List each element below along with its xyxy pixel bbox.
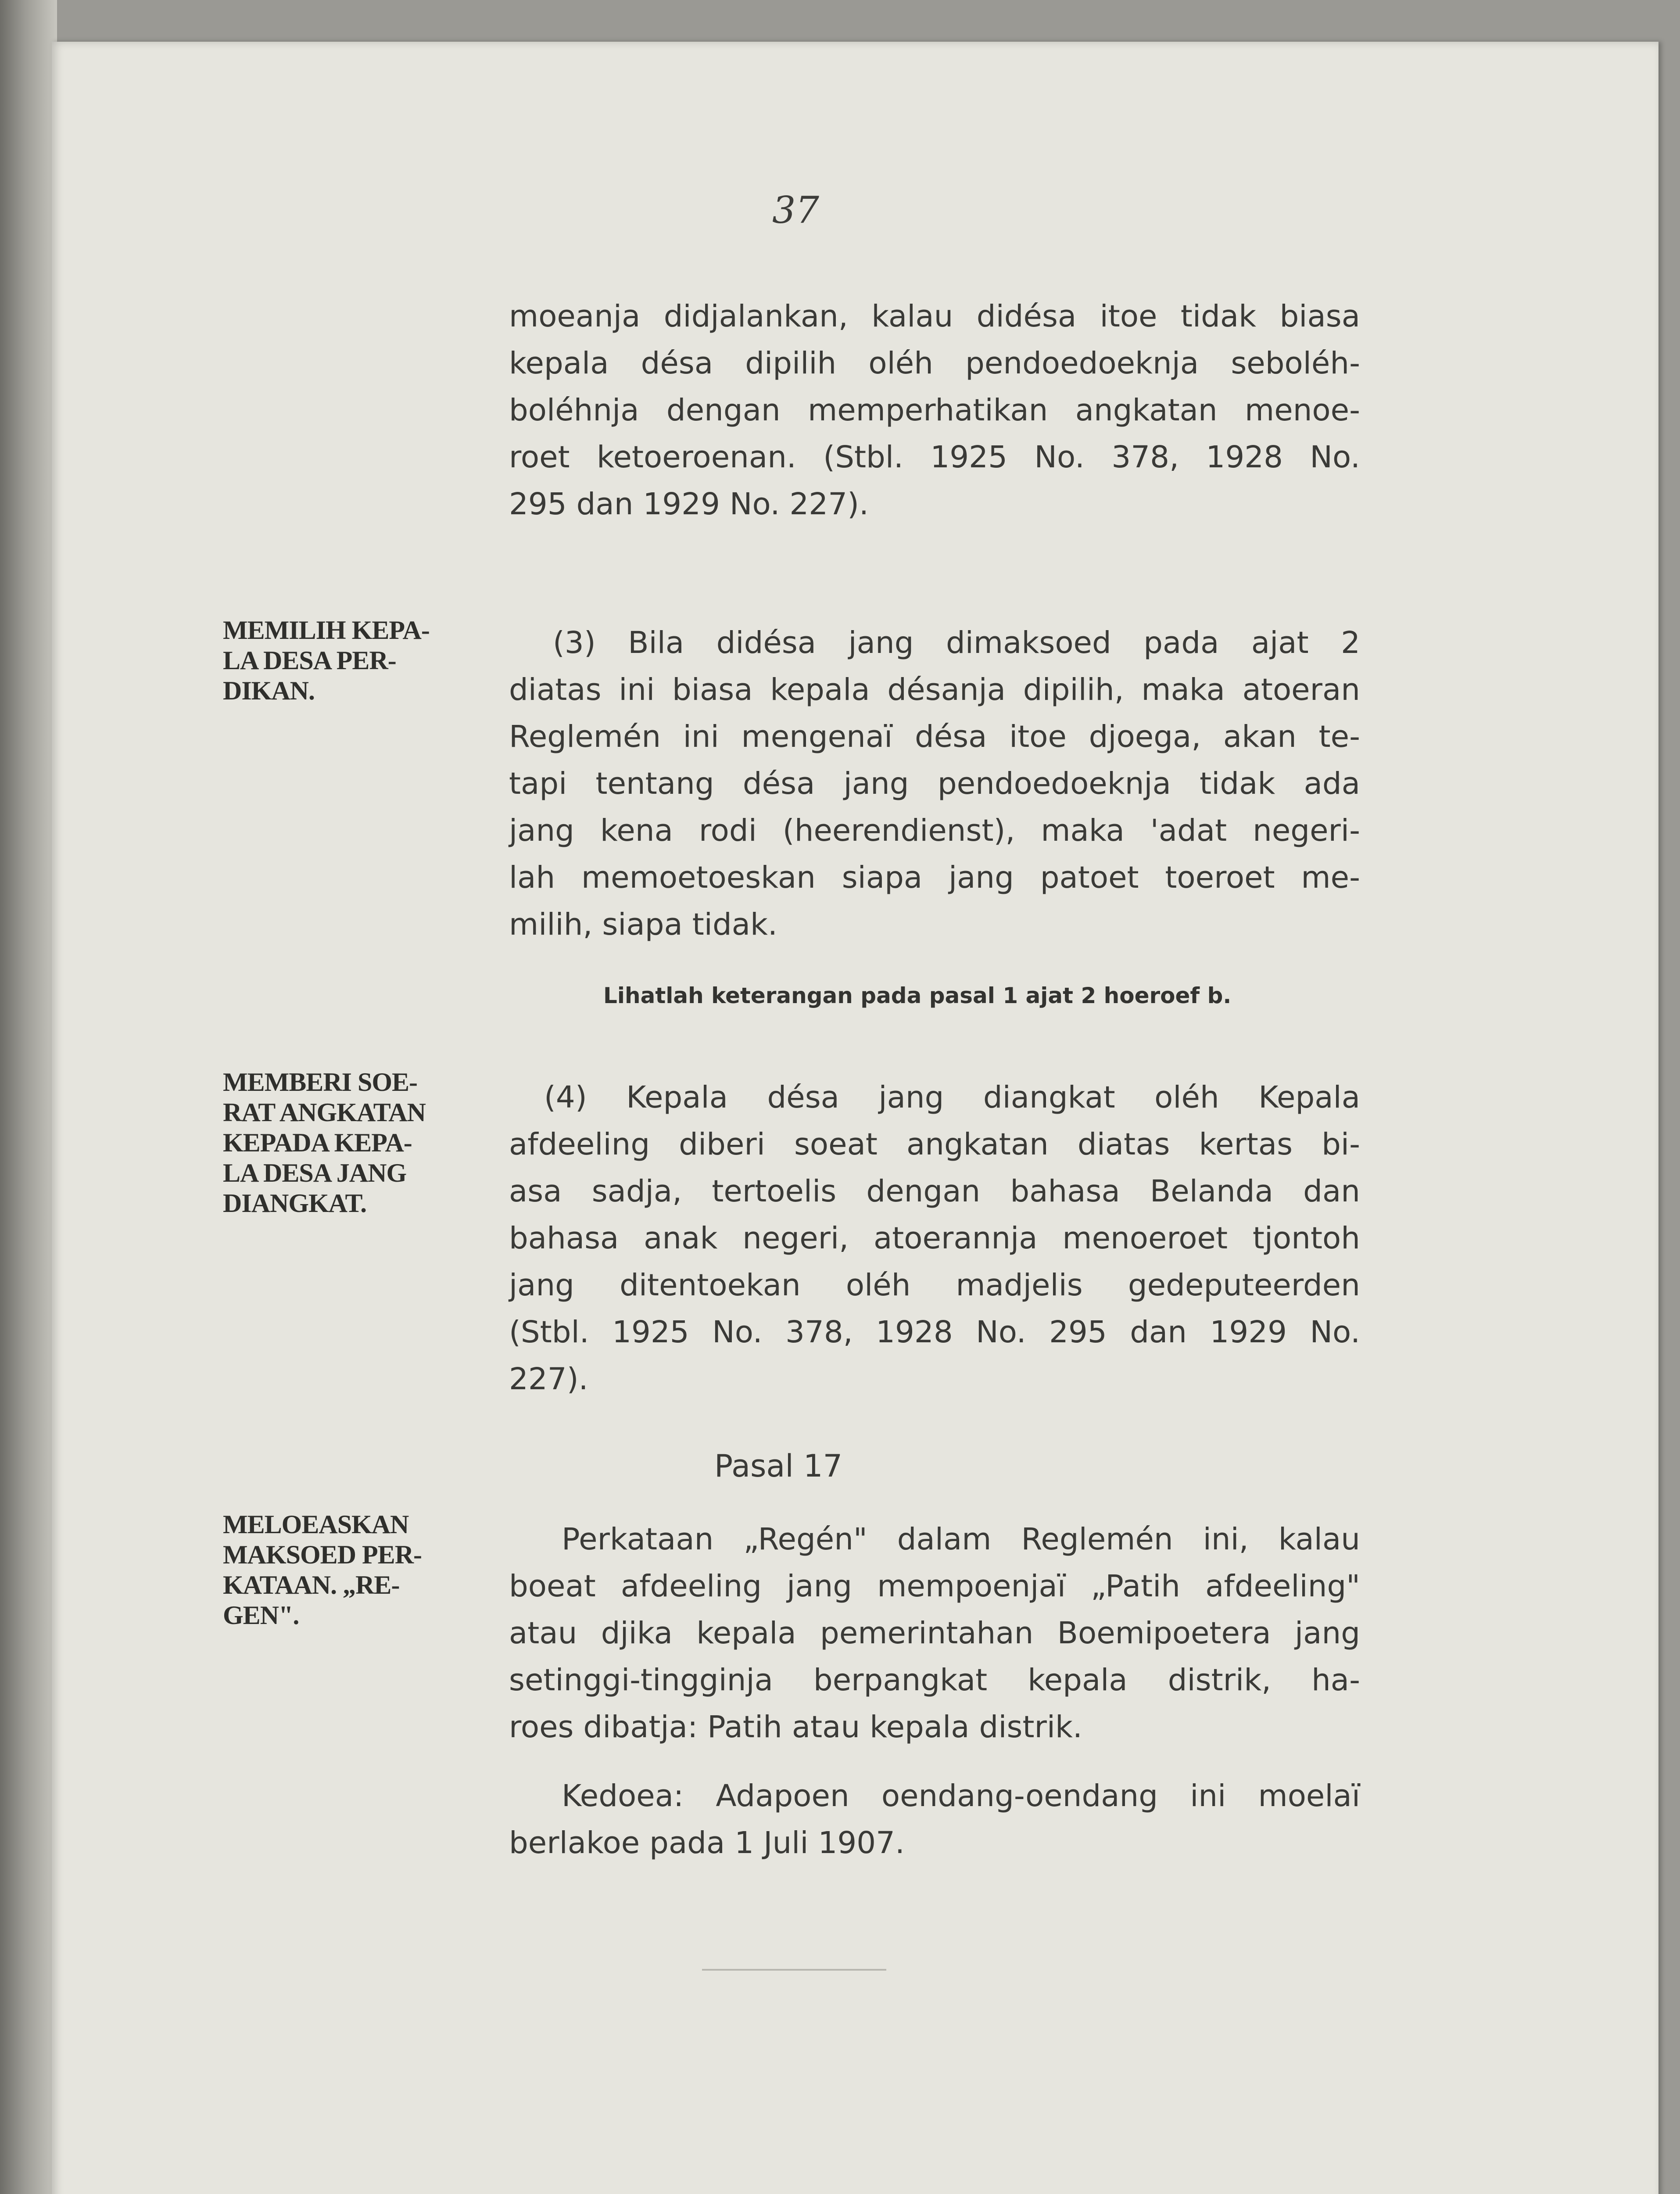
text-line: jang ditentoekan oléh madjelis gedeputeerden [509,1268,1360,1303]
text-line: Kedoea: Adapoen oendang-oendang ini moelaï [562,1778,1360,1814]
text-line: setinggi-tingginja berpangkat kepala distrik, ha- [509,1663,1360,1698]
text-line: lah memoetoeskan siapa jang patoet toeroet me- [509,860,1360,895]
book-spine [0,0,57,2194]
paragraph-pasal-17 [509,1516,1360,1751]
text-line: (3) Bila didésa jang dimaksoed pada ajat 2 [553,625,1360,660]
paragraph-ajat-3 [509,620,1360,948]
text-line: moeanja didjalankan, kalau didésa itoe tidak biasa [509,299,1360,334]
text-line: asa sadja, tertoelis dengan bahasa Belanda dan [509,1174,1360,1209]
reference-note: Lihatlah keterangan pada pasal 1 ajat 2 hoeroef b. [603,983,1232,1008]
margin-note-line: RAT ANGKATAN [223,1098,426,1127]
margin-note-line: GEN". [223,1601,299,1630]
margin-note-meloeaskan [223,1509,422,1631]
text-line: roet ketoeroenan. (Stbl. 1925 No. 378, 1928 No. [509,440,1360,475]
margin-note-line: MELOEASKAN [223,1510,409,1539]
text-line: Reglemén ini mengenaï désa itoe djoega, akan te- [509,719,1360,754]
closing-paragraph [509,1773,1360,1867]
text-line: boeat afdeeling jang mempoenjaï „Patih afdeeling" [509,1569,1360,1604]
text-line: 227). [509,1362,588,1397]
paragraph-ajat-4 [509,1074,1360,1403]
text-line: berlakoe pada 1 Juli 1907. [509,1825,905,1861]
text-line: 295 dan 1929 No. 227). [509,487,869,522]
page-number: 37 [772,189,819,232]
margin-note-memberi [223,1067,426,1219]
margin-note-line: DIANGKAT. [223,1189,367,1218]
text-line: (Stbl. 1925 No. 378, 1928 No. 295 dan 1929 No. [509,1315,1360,1350]
text-line: Perkataan „Regén" dalam Reglemén ini, kalau [562,1522,1360,1557]
text-line: boléhnja dengan memperhatikan angkatan menoe- [509,393,1360,428]
text-line: tapi tentang désa jang pendoedoeknja tidak ada [509,766,1360,801]
margin-note-line: KEPADA KEPA- [223,1128,412,1157]
margin-note-line: MAKSOED PER- [223,1540,422,1569]
text-line: bahasa anak negeri, atoerannja menoeroet tjontoh [509,1221,1360,1256]
margin-note-line: DIKAN. [223,676,315,705]
text-line: diatas ini biasa kepala désanja dipilih, maka atoeran [509,672,1360,707]
text-line: milih, siapa tidak. [509,907,777,942]
text-line: afdeeling diberi soeat angkatan diatas kertas bi- [509,1127,1360,1162]
margin-note-memilih [223,615,430,706]
intro-paragraph [509,293,1360,528]
text-line: kepala désa dipilih oléh pendoedoeknja seboléh- [509,346,1360,381]
margin-note-line: LA DESA JANG [223,1158,407,1187]
text-line: jang kena rodi (heerendienst), maka 'adat negeri- [509,813,1360,848]
text-line: roes dibatja: Patih atau kepala distrik. [509,1710,1082,1745]
end-rule [702,1969,886,1971]
pasal-heading: Pasal 17 [714,1448,843,1484]
margin-note-line: KATAAN. „RE- [223,1570,400,1599]
text-line: atau djika kepala pemerintahan Boemipoetera jang [509,1616,1360,1651]
text-line: (4) Kepala désa jang diangkat oléh Kepala [544,1080,1360,1115]
margin-note-line: MEMBERI SOE- [223,1068,418,1097]
margin-note-line: MEMILIH KEPA- [223,616,430,645]
margin-note-line: LA DESA PER- [223,646,396,675]
